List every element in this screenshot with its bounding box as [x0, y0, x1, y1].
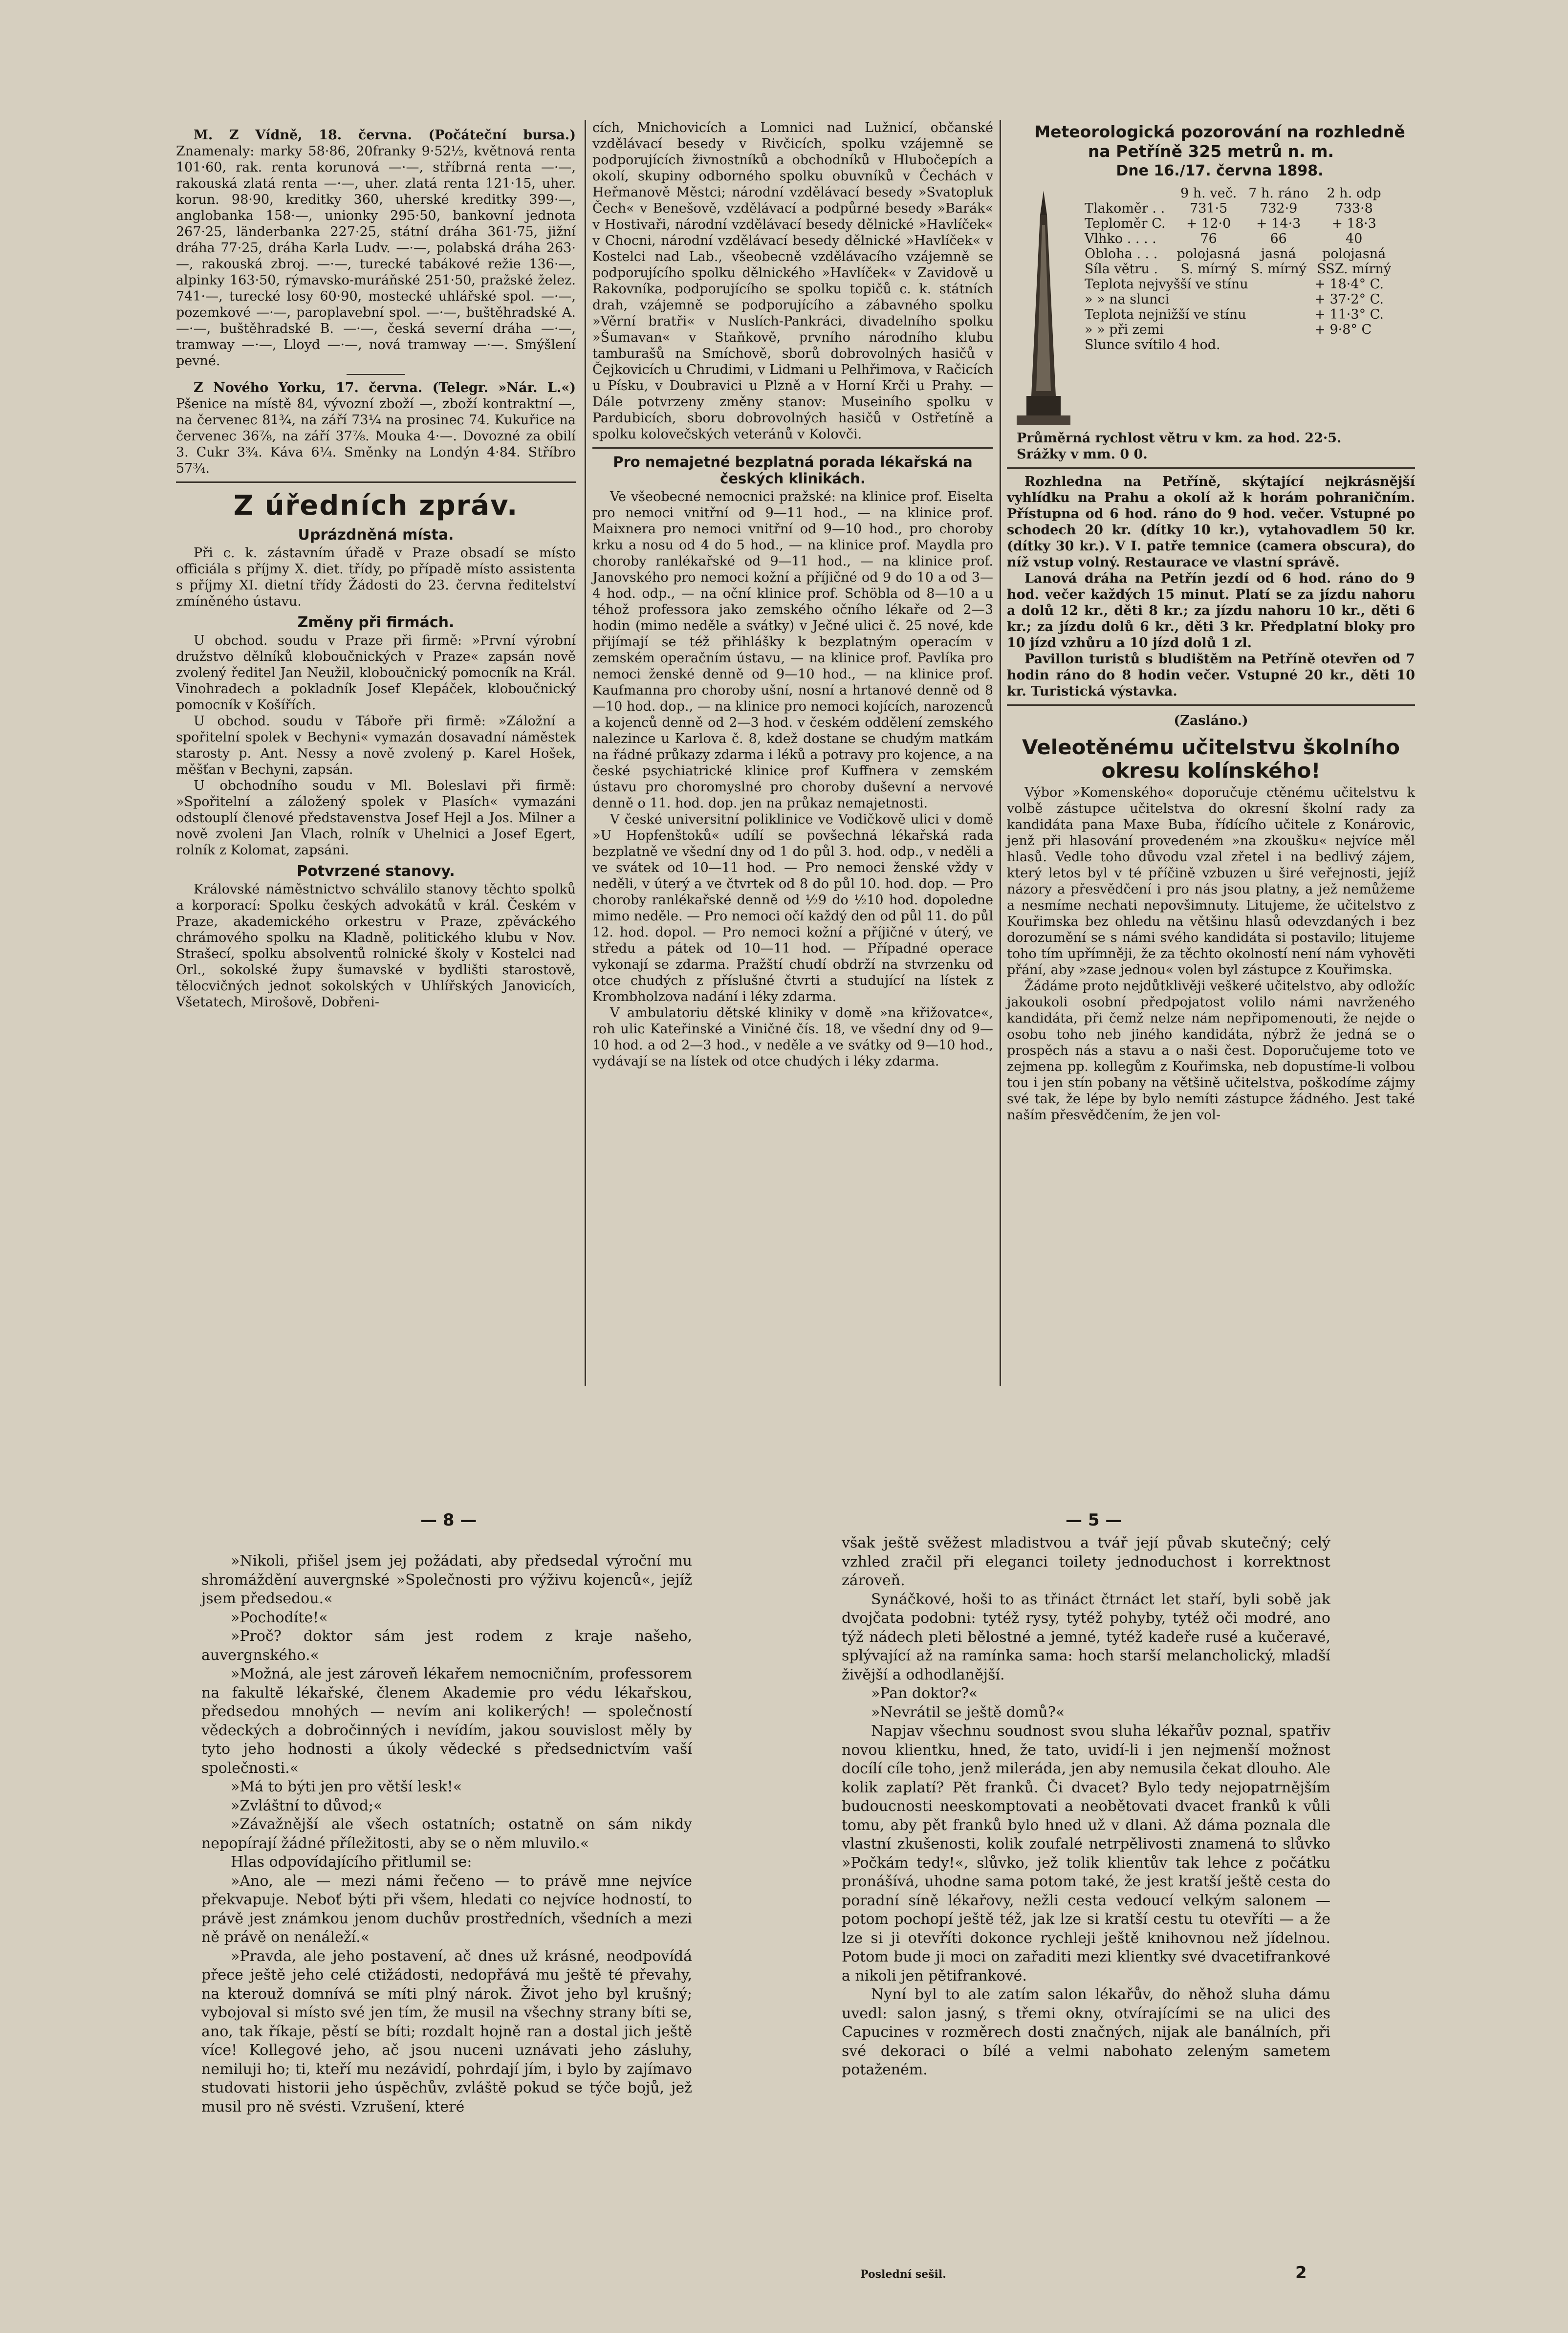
meteo-extra-row: » » při zemi + 9·8° C: [1085, 322, 1372, 337]
meteo-date: Dne 16./17. června 1898.: [1116, 162, 1324, 179]
firms-heading: Změny při firmách.: [297, 614, 455, 631]
funicular-notice: Lanová dráha na Petřín jezdí od 6 hod. ráno do 9 hod. večer každých 15 minut. Platí se za jízdu nahoru a dolů 12 kr., děti 8 kr.; za jízdu nahoru 10 kr., děti 6 kr.; za jízdu dolů 6 kr., děti 3 kr. Předplatní bloky pro 10 jízd vzhůru a 10 jízd dolů 1 zl.: [1007, 571, 1415, 651]
meteo-box: [1007, 186, 1415, 430]
novel-paragraph: »Ano, ale — mezi námi řečeno — to právě mne nejvíce překvapuje. Neboť býti při všem, hledati co nejvíce hodností, to právě jest známkou jenom duchův prostředních, všedních a mezi ně právě on nenáleží.«: [201, 1872, 692, 1946]
teachers-text: Žádáme proto nejdůtklivěji veškeré učitelstvo, aby odložíc jakoukoli osobní předpojatost volilo námi navrženého kandidáta, při čemž nelze nám nepřipomenouti, že nejde o osobu toho neb jiného kandidáta, nýbrž že jedná se o prospěch nás a stavu a o naši čest. Doporučujeme toto ve zejmena pp. kollegům z Kouřimska, neb dopustíme-li volbou tou i jen stín pobany na většině učitelstva, poškodíme zájmy své tak, že lépe by bylo nemíti zástupce žádného. Jest také naším přesvědčením, že jen vol-: [1007, 979, 1415, 1123]
left-footer: Poslední sešil.: [860, 2268, 946, 2281]
right-footer-number: 2: [1295, 2263, 1307, 2283]
separator: [347, 374, 405, 375]
meteo-col-header: 9 h. več.: [1180, 186, 1237, 201]
meteo-row: Teploměr C. + 12·0 + 14·3 + 18·3: [1085, 216, 1376, 231]
meteo-title: Meteorologická pozorování na rozhledně na Petříně 325 metrů n. m.: [1034, 122, 1405, 161]
vacancies-heading: Uprázdněná místa.: [298, 526, 454, 544]
meteo-extra-row: Teplota nejvyšší ve stínu + 18·4° C.: [1085, 277, 1384, 292]
lookout-notice: Rozhledna na Petříně, skýtající nejkrásnější vyhlídku na Prahu a okolí až k horám pohraničním. Přístupna od 6 hod. ráno do 9 hod. večer. Vstupné po schodech 20 kr. (dítky 10 kr.), vytahovadlem 50 kr. (dítky 30 kr.). V I. patře temnice (camera obscura), do níž vstup volný. Restaurace ve vlastní správě.: [1007, 474, 1415, 570]
novel-paragraph: »Proč? doktor sám jest rodem z kraje našeho, auvergnského.«: [201, 1628, 692, 1664]
divider: [1007, 467, 1415, 469]
meteo-row: Tlakoměr . . 731·5 732·9 733·8: [1085, 201, 1373, 216]
novel-paragraph: »Pravda, ale jeho postavení, ač dnes už krásné, neodpovídá přece ještě jeho celé ctižádosti, nedopřává mu ještě té převahy, na kterouž domnívá se míti plný nárok. Život jeho byl krušný; vybojoval si místo své jen tím, že musil na všechny strany bíti se, ano, tak říkaje, pěstí se bíti; rozdalt hojně ran a dostal jich ještě více! Kollegové jeho, ač jsou nuceni uznávati jeho zásluhy, nemiluji ho; ti, kteří mu nezávidí, pohrdají jím, i bylo by zajímavo studovati historii jeho úspěchův, zvláště pokud se týče bojů, jež musil pro ně svésti. Vzrušení, které: [201, 1947, 692, 2115]
firms-paragraph: U obchod. soudu v Praze při firmě: »První výrobní družstvo dělníků kloboučnických v Praze« zapsán nově zvolený ředitel Jan Neužil, kloboučnický pomocník na Král. Vinohradech a pokladník Josef Klepáček, kloboučnický pomocník v Košířích.: [176, 633, 576, 713]
statutes-text: Královské náměstnictvo schválilo stanovy těchto spolků a korporací: Spolku českých advokátů v král. Českém v Praze, akademického orkestru v Praze, zpěváckého chrámového spolku na Kladně, politického klubu v Nov. Strašecí, spolku absolventů rolnické školy v Kostelci nad Orl., sokolské župy šumavské v bydlišti starostově, tělocvičných jednot sokolských v Uhlířských Janovicích, Všetatech, Mirošově, Dobřeni-: [176, 882, 576, 1010]
lower-left-page: [201, 1552, 692, 2116]
novel-paragraph: »Možná, ale jest zároveň lékařem nemocničním, professorem na fakultě lékařské, členem Akademie pro védu lékařskou, předsedou mnohých — nevím ani kolikerých! — společností vědeckých a dobročinných i nevídím, jakou souvislost měly by tyto jeho hodnosti a úkoly vědecké s předsednictvím vaší společnosti.«: [201, 1665, 692, 1777]
column-divider: [1000, 120, 1001, 1386]
divider: [592, 447, 993, 449]
novel-paragraph: »Zvláštní to důvod;«: [231, 1797, 383, 1814]
lower-right-page: [842, 1534, 1330, 2080]
column-divider: [585, 120, 586, 1386]
meteo-rain: Srážky v mm. 0 0.: [1017, 447, 1148, 462]
meteo-row: Síla větru . S. mírný S. mírný SSZ. mírný: [1085, 262, 1391, 277]
novel-paragraph: Hlas odpovídajícího přitlumil se:: [231, 1853, 472, 1871]
meteo-row: Obloha . . . polojasná jasná polojasná: [1085, 246, 1386, 262]
vienna-exchange: M. Z Vídně, 18. června. (Počáteční bursa.) Znamenaly: marky 58·86, 20franky 9·52½, květnová renta 101·60, rak. renta korunová —·—, stříbrná renta —·—, rakouská zlatá renta —·—, uher. zlatá renta 121·15, uher. korun. 98·90, kreditky 360, uherské kreditky 399·—, anglobanka 158·—, unionky 295·50, bankovní jednota 267·25, länderbanka 227·25, státní dráha 361·75, jižní dráha 77·25, dráha Karla Ludv. —·—, polabská dráha 263·—, rakouská zbroj. —·—, turecké tabákové režie 136·—, alpinky 163·50, rýmavsko-muráňské 251·50, pražské želez. 741·—, turecké losy 60·90, mostecké uhlářské spol. —·—, pozemkové —·—, paroplavební spol. —·—, buštěhradské A. —·—, buštěhradské B. —·—, česká severní dráha —·—, tramway —·—, Lloyd —·—, nová tramway —·—. Smýšlení pevné.: [176, 128, 576, 369]
vacancies-text: Při c. k. zástavním úřadě v Praze obsadí se místo officiála s příjmy X. diet. třídy, po případě místo assistenta s příjmy XI. dietní třídy Žádosti do 23. června ředitelství zmíněného ústavu.: [176, 545, 576, 609]
novel-paragraph: však ještě svěžest mladistvou a tvář její půvab skutečný; celý vzhled zračil při eleganci toilety jednoduchost i korrektnost zároveň.: [842, 1534, 1330, 1589]
novel-paragraph: »Nikoli, přišel jsem jej požádati, aby předsedal výroční mu shromáždění auvergnské »Společnosti pro výživu kojenců«, jejíž jsem předsedou.«: [201, 1552, 692, 1607]
meteo-col-header: 2 h. odp: [1327, 186, 1381, 201]
column-1: [176, 127, 576, 1010]
novel-paragraph: Napjav všechnu soudnost svou sluha lékařův poznal, spatřiv novou klientku, hned, že tato, uvidí-li i jen nejmenší možnost docílí cíle toho, jenž mileráda, jen aby nemusila čekat dlouho. Ale kolik zaplatí? Pět franků. Či dvacet? Bylo tedy nejopatrnějším budoucnosti neeskomptovati a neobětovati dvacet franků k vůli tomu, aby pět franků bylo hned už v dlani. Až dáma poznala dle vlastní zkušenosti, kolik zoufalé netrpělivosti znamená to slůvko »Počkám tedy!«, slůvko, jež tolik klientův tak lehce z počátku pronášívá, uhodne sama potom také, že jest kratší ještě cesta do poradní síně lékařovy, nežli cesta vedoucí velkým salonem — potom pochopí ještě též, jak lze si kratší cestu tu otevříti — a že lze si ji otevříti dokonce rychleji ještě knihovnou než jídelnou. Potom bude ji moci on zařaditi mezi klientky své dvacetifrankové a nikoli jen pětifrankové.: [842, 1722, 1330, 1984]
consultation-paragraph: Ve všeobecné nemocnici pražské: na klinice prof. Eiselta pro nemoci vnitřní od 9—11 hod., — na klinice prof. Maixnera pro nemoci vnitřní od 9—10 hod., pro choroby krku a nosu od 4 do 5 hod., — na klinice prof. Maydla pro choroby ranlékařské od 9—11 hod., — na klinice prof. Janovského pro nemoci kožní a příjičné od 9 do 10 a od 3—4 hod. odp., — na oční klinice prof. Schöbla od 8—10 a u téhož professora jako zemského očního lékaře od 2—3 hodin (mimo neděle a svátky) v Ječné ulici č. 25 nové, kde přijímají se též přihlášky k bezplatným operacím v zemském operačním ústavu, — na klinice prof. Pavlíka pro nemoci ženské denně od 9—10 hod., — na klinice prof. Kaufmanna pro choroby ušní, nosní a hrtanové denně od 8—10 hod. dop., — na klinice pro nemoci kojících, narozenců a kojenců denně od 2—3 hod. v českém oddělení zemského nalezince u Karlova č. 8, kdež dostane se chudým matkám na řádné průkazy zdarma i léků a potravy pro kojence, a na české psychiatrické klinice prof Kuffnera v zemském ústavu pro choromyslné pro choroby duševní a nervové denně o 11. hod. dop. jen na průkaz nemajetnosti.: [592, 489, 993, 811]
column-3: [1007, 122, 1415, 1123]
statutes-continued: cích, Mnichovicích a Lomnici nad Lužnicí, občanské vzdělávací besedy v Rivčicích, spolku vzájemně se podporujících živnostníků a obchodníků v Hlubočepích a okolí, skupiny odborného spolku obuvníků v Čechách v Heřmanově Městci; národní vzdělávací besedy »Svatopluk Čech« v Benešově, vzdělávací a podpůrné besedy »Barák« v Hostivaři, národní vzdělávací besedy dělnické »Havlíček« v Chocni, národní vzdělávací besedy dělnické »Havlíček« v Kostelci nad Lab., všeobecně vzdělávacího vzájemně se podporujícího spolku dělnického »Havlíček« v Zavidově u Rakovníka, podporujícího se spolku topičů c. k. státních drah, vzájemně se podporujícího a zábavného spolku »Věrní bratři« v Nuslích-Pankráci, divadelního spolku »Šumavan« v Staňkově, prvního národního klubu tamburašů na Smíchově, sborů dobrovolných hasičů v Čejkovicích u Chrudimi, v Lidmani u Pelhřimova, v Račicích u Písku, v Doubravici u Plzně a v Horní Krči u Prahy. — Dále potvrzeny změny stanov: Museiního spolku v Pardubicích, sboru dobrovolných hasičů v Ostřetíně a spolku kolovečských veteránů v Kolovči.: [592, 120, 993, 442]
pavilion-notice: Pavillon turistů s bludištěm na Petříně otevřen od 7 hodin ráno do 8 hodin večer. Vstupné 20 kr., děti 10 kr. Turistická výstavka.: [1007, 652, 1415, 699]
column-2: [592, 120, 993, 1069]
right-page-number: — 5 —: [1066, 1510, 1122, 1530]
novel-paragraph: Synáčkové, hoši to as třináct čtrnáct let staří, byli sobě jak dvojčata podobni: tytéž rysy, tytéž pohyby, tytéž oči modré, ano týž nádech pleti bělostné a jemné, tytéž kadeře rusé a kučeravé, splývající až na ramínka sama: hoch starší melancholický, mladší živější a odhodlanější.: [842, 1591, 1330, 1683]
teachers-text: Výbor »Komenského« doporučuje ctěnému učitelstvu k volbě zástupce učitelstva do okresní školní rady za kandidáta pana Maxe Buba, řídícího učitele z Konárovic, jenž při hlasování provedeném »na zkoušku« nejvíce měl hlasů. Vedle toho důvodu vzal zřetel i na bedlivý zájem, který letos byl v té příčině vzbuzen u širé veřejnosti, jejíž názory a přesvědčení i pro nás jsou platny, a jež nemůžeme a nesmíme nechati nepovšimnuty. Litujeme, že učitelstvo z Kouřimska bez ohledu na většinu hlasů odevzdaných i bez dorozumění se s námi svého kandidáta si postavilo; litujeme toho tím upřímněji, že za těchto okolností není nám vyhověti přání, aby »zase jednou« volen byl zástupce z Kouřimska.: [1007, 785, 1415, 978]
meteo-wind: Průměrná rychlost větru v km. za hod. 22·5.: [1017, 431, 1342, 446]
newyork-exchange: Z Nového Yorku, 17. června. (Telegr. »Nár. L.«) Pšenice na místě 84, vývozní zboží —, zboží kontraktní —, na červenec 81¾, na září 73¼ na prosinec 74. Kukuřice na červenec 36⅞, na září 37⅞. Mouka 4·—. Dovozné za obilí 3. Cukr 3¾. Káva 6¼. Směnky na Londýn 4·84. Stříbro 57¾.: [176, 380, 576, 476]
zaslano-label: (Zasláno.): [1174, 713, 1248, 728]
meteo-col-header: 7 h. ráno: [1248, 186, 1309, 201]
section-title: Z úředních zpráv.: [233, 490, 519, 522]
meteo-sun-row: Slunce svítilo 4 hod.: [1085, 337, 1220, 352]
meteo-extra-row: » » na slunci + 37·2° C.: [1085, 292, 1384, 307]
novel-paragraph: »Nevrátil se ještě domů?«: [871, 1703, 1065, 1721]
novel-paragraph: »Závažnější ale všech ostatních; ostatně on sám nikdy nepopírají žádné příležitosti, aby se o něm mluvilo.«: [201, 1816, 692, 1852]
meteo-table: [1083, 186, 1395, 352]
statutes-heading: Potvrzené stanovy.: [297, 863, 455, 880]
meteo-row: Vlhko . . . . 76 66 40: [1085, 231, 1363, 246]
firms-paragraph: U obchodního soudu v Ml. Boleslavi při firmě: »Spořitelní a záložený spolek v Plasích« vymazáni odstouplí členové představenstva Josef Hejl a Jos. Milner a nově zvoleni Jan Vlach, rolník v Uhelnici a Josef Egert, rolník z Kolomat, zapsáni.: [176, 778, 576, 858]
left-page-number: — 8 —: [420, 1510, 477, 1530]
novel-paragraph: »Pan doktor?«: [871, 1685, 978, 1702]
novel-paragraph: Nyní byl to ale zatím salon lékařův, do něhož sluha dámu uvedl: salon jasný, s třemi okny, otvírajícími se na ulici des Capucines v rozměrech dosti značných, nijak ale banálních, při své dekoraci o bílé a velmi nabohato zeleným sametem potaženém.: [842, 1986, 1330, 2078]
meteo-extra-row: Teplota nejnižší ve stínu + 11·3° C.: [1085, 307, 1384, 322]
divider: [1007, 704, 1415, 706]
consultation-paragraph: V ambulatoriu dětské kliniky v domě »na křižovatce«, roh ulic Kateřinské a Viničné čís. 18, ve všední dny od 9—10 hod. a od 2—3 hod., v neděle a ve svátky od 9—10 hod., vydávají se na lístek od otce chudých i léky zdarma.: [592, 1005, 993, 1069]
firms-paragraph: U obchod. soudu v Táboře při firmě: »Záložní a spořitelní spolek v Bechyni« vymazán dosavadní náměstek starosty p. Ant. Nessy a nově zvolený p. Karel Hošek, měšťan v Bechyni, zapsán.: [176, 714, 576, 777]
novel-paragraph: »Pochodíte!«: [231, 1609, 328, 1626]
consultation-paragraph: V české universitní poliklinice ve Vodičkově ulici v domě »U Hopfenštoků« udílí se povšechná lékařská rada bezplatně ve všední dny od 1 do půl 3. hod. odp., v neděli a ve svátek od 10—11 hod. — Pro nemoci ženské vždy v neděli, v úterý a ve čtvrtek od 8 do půl 10. hod. dop. — Pro choroby ranlékařské denně od ½9 do ½10 hod. dopoledne mimo neděle. — Pro nemoci očí každý den od půl 11. do půl 12. hod. dopol. — Pro nemoci kožní a příjičné v úterý, ve středu a pátek od 10—11 hod. — Případné operace vykonají se zdarma. Pražští chudí obdrží na stvrzenku od otce chudých z příslušné čtvrti a studující na lístek z Krombholzova nadání i léky zdarma.: [592, 812, 993, 1004]
consultation-heading: Pro nemajetné bezplatná porada lékařská na českých klinikách.: [613, 454, 973, 487]
lookout-tower-illustration: [1012, 186, 1075, 430]
novel-paragraph: »Má to býti jen pro větší lesk!«: [231, 1778, 462, 1795]
meteo-header-row: [1083, 186, 1395, 201]
divider: [176, 481, 576, 483]
teachers-title: Veleotěnému učitelstvu školního okresu kolínského!: [1022, 735, 1400, 783]
